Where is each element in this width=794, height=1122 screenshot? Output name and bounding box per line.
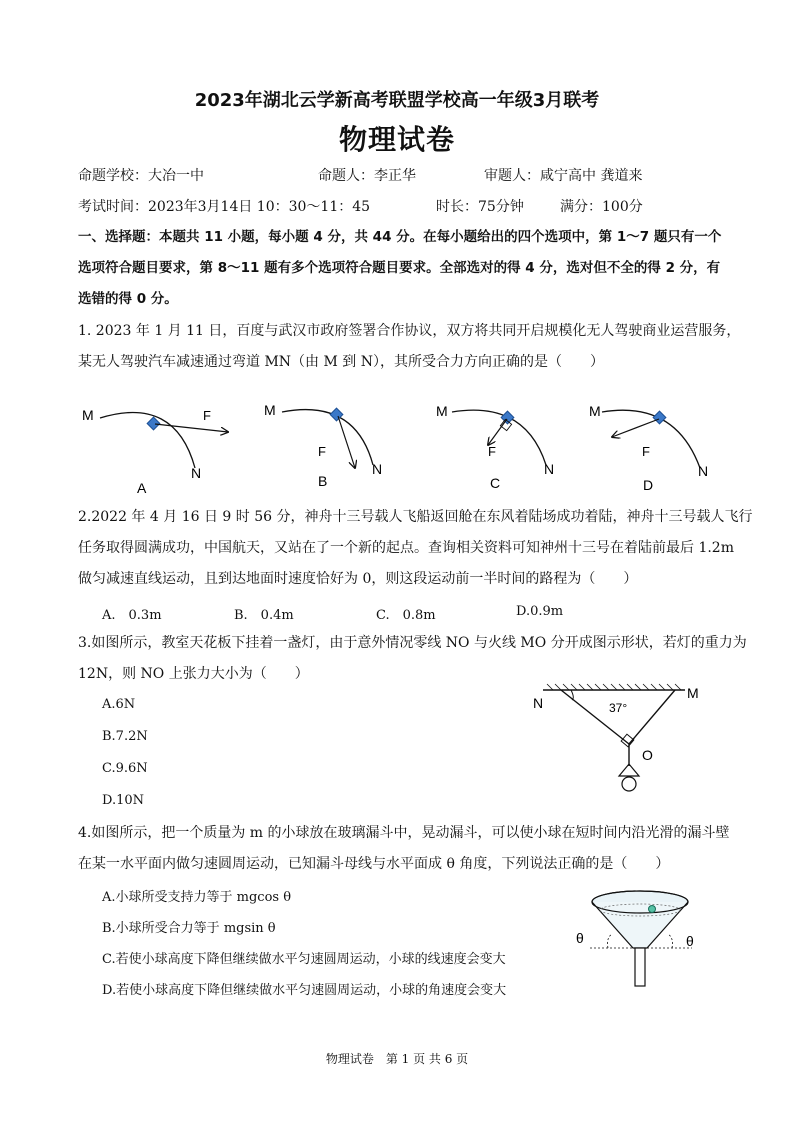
q3-option-b[interactable]: B.7.2N [102,729,148,744]
q2-option-b[interactable]: B. 0.4m [234,608,294,623]
q3-option-a[interactable]: A.6N [102,697,136,712]
q3-option-d[interactable]: D.10N [102,793,145,808]
q2-option-d[interactable]: D.0.9m [516,604,564,619]
intro-line: 选项符合题目要求，第 8～11 题有多个选项符合题目要求。全部选对的得 4 分，选对但不全的得 2 分，有 [78,260,721,276]
q2-line: 2.2022 年 4 月 16 日 9 时 56 分，神舟十三号载人飞船返回舱在东风着陆场成功着陆，神舟十三号载人飞行 [78,509,753,525]
label-m: M [264,402,276,418]
label-m: M [82,407,94,423]
section1-intro [78,222,728,315]
intro-line: 一、选择题：本题共 11 小题，每小题 4 分，共 44 分。在每小题给出的四个选项中，第 1～7 题只有一个 [78,229,722,245]
q2-option-a[interactable]: A. 0.3m [102,608,162,623]
q3-line: 3.如图所示，教室天花板下挂着一盏灯，由于意外情况零线 NO 与火线 MO 分开成图示形状，若灯的重力为 [78,635,747,651]
q1-diagram-b [264,402,382,489]
q4-line: 4.如图所示，把一个质量为 m 的小球放在玻璃漏斗中，晃动漏斗，可以使小球在短时间内沿光滑的漏斗壁 [78,825,730,841]
label-f: F [203,408,211,423]
label-m: M [687,685,699,701]
option-c-label: C [490,475,501,491]
question-2 [78,502,753,595]
label-m: M [436,403,448,419]
page-footer: 物理试卷 第 1 页 共 6 页 [325,1052,469,1066]
q1-diagram-c [436,403,554,491]
exam-time-text: 考试时间：2023年3月14日 10：30～11：45 [78,199,371,215]
q3-option-c[interactable]: C.9.6N [102,761,148,776]
duration-text: 时长：75分钟 [436,199,524,215]
theta-left-label: θ [576,930,584,946]
label-m: M [589,403,601,419]
label-n: N [191,465,202,481]
label-o: O [642,747,653,763]
q4-option-b[interactable]: B.小球所受合力等于 mgsin θ [102,921,276,936]
label-f: F [488,444,496,459]
exam-title: 2023年湖北云学新高考联盟学校高一年级3月联考 [194,90,600,111]
label-n: N [533,695,544,711]
label-f: F [318,444,326,459]
q2-option-c[interactable]: C. 0.8m [376,608,436,623]
q1-diagram-d [589,403,708,493]
full-score-text: 满分：100分 [560,199,643,215]
author-text: 命题人：李正华 [318,168,416,184]
label-f: F [642,444,650,459]
q4-option-c[interactable]: C.若使小球高度下降但继续做水平匀速圆周运动，小球的线速度会变大 [102,952,506,967]
option-d-label: D [643,477,654,493]
q4-line: 在某一水平面内做匀速圆周运动，已知漏斗母线与水平面成 θ 角度，下列说法正确的是（ ） [78,856,670,872]
theta-right-label: θ [686,933,694,949]
q2-line: 任务取得圆满成功，中国航天，又站在了一个新的起点。查询相关资料可知神州十三号在着陆前最后 1.2m [78,540,734,556]
label-n: N [544,461,555,477]
angle-label: 37° [609,701,628,715]
q4-option-d[interactable]: D.若使小球高度下降但继续做水平匀速圆周运动，小球的角速度会变大 [102,983,507,998]
question-1 [78,316,741,378]
reviewer-text: 审题人：咸宁高中 龚道来 [484,168,643,184]
q3-lamp-diagram [525,676,715,801]
option-a-label: A [137,480,147,496]
q4-option-a[interactable]: A.小球所受支持力等于 mgcos θ [102,890,292,905]
q1-line: 某无人驾驶汽车减速通过弯道 MN（由 M 到 N），其所受合力方向正确的是（ ） [78,354,604,370]
paper-title: 物理试卷 [338,123,455,156]
q1-diagram-a [82,407,228,496]
label-n: N [698,463,709,479]
q1-line: 1. 2023 年 1 月 11 日，百度与武汉市政府签署合作协议，双方将共同开启规模化无人驾驶商业运营服务， [78,323,741,339]
q3-line: 12N，则 NO 上张力大小为（ ） [78,666,309,682]
q2-line: 做匀减速直线运动，且到达地面时速度恰好为 0，则这段运动前一半时间的路程为（ ） [78,571,638,587]
option-b-label: B [318,473,328,489]
question-4 [78,818,728,880]
q1-diagrams [70,390,750,500]
intro-line: 选错的得 0 分。 [78,291,178,307]
q4-funnel-diagram [570,880,720,992]
label-n: N [372,461,383,477]
school-text: 命题学校：大冶一中 [78,168,204,184]
